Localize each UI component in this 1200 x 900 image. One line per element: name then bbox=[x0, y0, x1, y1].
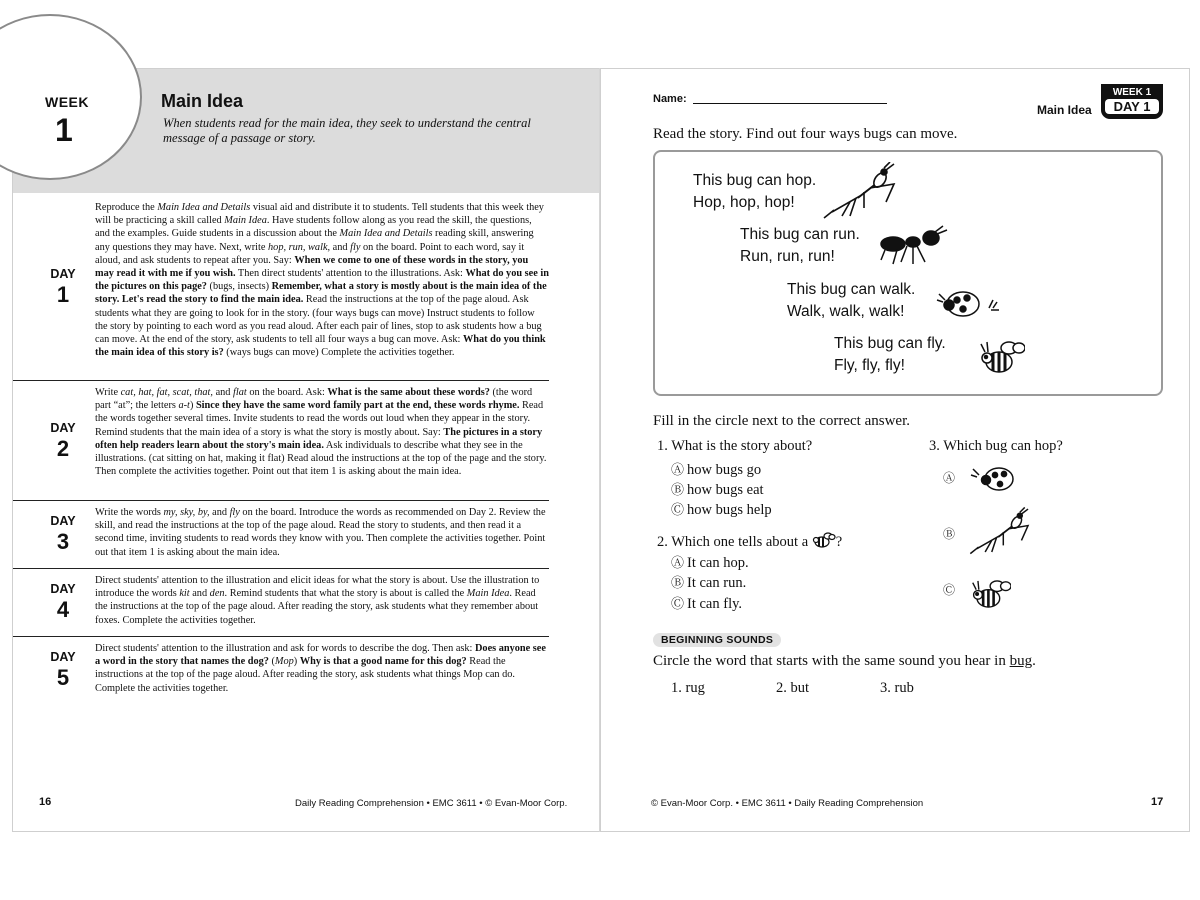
story-line: This bug can walk. bbox=[787, 281, 916, 298]
answer-bubble-c[interactable]: Ⓒ bbox=[671, 597, 685, 612]
text-run: ) bbox=[293, 656, 300, 668]
text-run: What is the same about these words? bbox=[327, 387, 490, 398]
story-box bbox=[653, 150, 1163, 396]
text-run: (the word part “at”; the letters bbox=[95, 387, 533, 412]
text-run: The pictures in a story often help readers learn about the story's main idea. bbox=[95, 426, 543, 451]
left-page bbox=[12, 68, 600, 832]
answer-bubble-c[interactable]: Ⓒ bbox=[671, 503, 685, 518]
text-run: ( bbox=[268, 656, 275, 668]
text-run: and bbox=[189, 588, 210, 600]
text-run: Does anyone see a word in the story that names the dog? bbox=[95, 643, 546, 668]
week-number: 1 bbox=[55, 112, 73, 148]
text-run: kit bbox=[179, 588, 190, 600]
answer-bubble-a[interactable]: Ⓐ bbox=[671, 556, 685, 571]
name-label: Name: bbox=[653, 93, 687, 105]
beginning-sounds-tag: BEGINNING SOUNDS bbox=[653, 633, 781, 647]
day-3-text bbox=[95, 506, 549, 559]
text-run: When we come to one of these words in the story, you may read it with me if you wish. bbox=[95, 254, 529, 280]
text-run: Read the instructions at the top of the page aloud. After reading the story, ask students what things Mop can do. Complete the activities together. bbox=[95, 656, 515, 694]
day-1-row bbox=[13, 201, 549, 381]
text-run: Why is that a good name for this dog? bbox=[299, 656, 467, 668]
day-2-label: DAY 2 bbox=[50, 421, 76, 461]
text-run: hop, run, walk, bbox=[268, 241, 331, 253]
page-number-right: 17 bbox=[1151, 796, 1164, 808]
ladybug-icon bbox=[969, 463, 1023, 495]
question-2-text: 2. Which one tells about a bbox=[657, 534, 809, 550]
story-stanza-4 bbox=[834, 333, 946, 377]
q1-option-a[interactable] bbox=[671, 459, 761, 479]
grasshopper-icon bbox=[820, 162, 900, 224]
answer-bubble-b[interactable]: Ⓑ bbox=[671, 576, 685, 591]
footer-right: © Evan-Moor Corp. • EMC 3611 • Daily Reading Comprehension bbox=[651, 798, 924, 809]
text-run: on the board. Introduce the words as recommended on Day 2. Review the skill, and read the instructions at the top of the page aloud. Read the story to students, and then read it a second time, inviting students to read words they know with you. Then complete the activities together. Point out that item 1 is asking about the main idea. bbox=[95, 507, 546, 558]
name-field[interactable] bbox=[693, 103, 887, 104]
footer-left: Daily Reading Comprehension • EMC 3611 • © Evan-Moor Corp. bbox=[295, 798, 568, 809]
right-page bbox=[600, 68, 1190, 832]
story-stanza-1 bbox=[693, 170, 816, 214]
text-run: fly bbox=[350, 241, 361, 253]
word-choice-2[interactable]: 2. but bbox=[776, 680, 810, 696]
fill-instruction: Fill in the circle next to the correct answer. bbox=[653, 413, 910, 429]
story-line: Hop, hop, hop! bbox=[693, 194, 795, 211]
ladybug-icon bbox=[933, 286, 1003, 322]
day-5-row bbox=[13, 637, 549, 701]
page-title: Main Idea bbox=[161, 91, 244, 111]
q3-option-a[interactable] bbox=[943, 469, 958, 487]
text-run: Ask individuals to describe what they see in the illustrations. (cat sitting on hat, making it flat) Read aloud the instructions at the top of the page and the story. Then complete the activities together. Point out that item 1 is asking about the main idea. bbox=[95, 439, 547, 478]
text-run: Remember, what a story is mostly about is the main idea of the story. Let's read the story to find the main idea. bbox=[95, 281, 547, 306]
day-2-text bbox=[95, 386, 549, 478]
text-run: (ways bugs can move) Complete the activities together. bbox=[223, 347, 455, 359]
week-label: WEEK bbox=[45, 94, 89, 110]
text-run: den bbox=[209, 588, 225, 600]
option-text: It can run. bbox=[687, 575, 747, 591]
text-run: my, sky, by, bbox=[163, 507, 210, 518]
question-1: 1. What is the story about? bbox=[657, 438, 813, 454]
text-run: flat bbox=[233, 387, 247, 398]
text-run: Direct students' attention to the illustration and elicit ideas for what the story is about. Use the illustration to introduce the words bbox=[95, 575, 540, 600]
option-text: It can fly. bbox=[687, 596, 743, 612]
q1-option-b[interactable] bbox=[671, 479, 764, 499]
text-run: (bugs, insects) bbox=[206, 281, 272, 293]
text-run: Mop bbox=[274, 656, 294, 668]
text-run: Write bbox=[95, 387, 121, 398]
text-run: and bbox=[209, 507, 230, 518]
day-5-text bbox=[95, 642, 549, 695]
q3-option-c[interactable] bbox=[943, 581, 958, 599]
badge-week: WEEK 1 bbox=[1112, 87, 1152, 98]
option-text: how bugs eat bbox=[687, 482, 764, 498]
story-line: This bug can hop. bbox=[693, 172, 817, 189]
text-run: What do you think the main idea of this story is? bbox=[95, 334, 546, 359]
story-instruction: Read the story. Find out four ways bugs can move. bbox=[653, 126, 958, 142]
page-subtitle: When students read for the main idea, they seek to understand the central message of a passage or story. bbox=[163, 116, 531, 145]
text-run: . Read the instructions at the top of the page aloud. After reading the story, ask students what they remember about foxes. Complete the activities together. bbox=[95, 588, 539, 626]
sounds-instruction bbox=[653, 653, 1036, 670]
day-2-row bbox=[13, 381, 549, 501]
page-number-left: 16 bbox=[39, 796, 52, 808]
topic-label: Main Idea bbox=[1037, 103, 1092, 117]
option-text: It can hop. bbox=[687, 555, 749, 571]
text-run: Direct students' attention to the illustration and ask for words to describe the dog. Then ask: bbox=[95, 643, 475, 654]
day-1-label: DAY 1 bbox=[50, 267, 76, 307]
sounds-target-word: bug bbox=[1009, 653, 1033, 669]
word-choice-3[interactable]: 3. rub bbox=[880, 680, 914, 696]
question-2-end: ? bbox=[835, 534, 843, 550]
text-run: . Have students follow along as you read the skill, the questions, and the examples. Guide students in a discussion about the bbox=[95, 215, 532, 240]
bee-icon bbox=[971, 575, 1011, 613]
story-stanza-3 bbox=[787, 279, 915, 323]
q1-option-c[interactable] bbox=[671, 499, 772, 519]
answer-bubble-b[interactable]: Ⓑ bbox=[671, 483, 685, 498]
badge-day: DAY 1 bbox=[1105, 99, 1159, 114]
grasshopper-icon bbox=[967, 505, 1033, 561]
answer-bubble-c[interactable]: Ⓒ bbox=[943, 583, 956, 597]
week-day-badge bbox=[1101, 84, 1163, 119]
q2-option-b[interactable] bbox=[671, 572, 746, 592]
q3-option-b[interactable] bbox=[943, 525, 958, 543]
text-run: Main Idea bbox=[224, 215, 267, 227]
question-3: 3. Which bug can hop? bbox=[929, 438, 1063, 454]
text-run: reading skill, answering any questions they may have. Next, write bbox=[95, 228, 534, 253]
sounds-period: . bbox=[1032, 653, 1036, 669]
ant-icon bbox=[877, 224, 949, 268]
text-run: Write the words bbox=[95, 507, 164, 518]
answer-bubble-b[interactable]: Ⓑ bbox=[943, 527, 956, 541]
text-run: Read the instructions at the top of the page aloud. Ask students what they are going to look for in the story. (four ways bugs can move) Instruct students to follow the story by pointing to each word as you read aloud. After each pair of lines, stop to ask students how a bug can move. At the end of the story, ask students to tell all four ways a bug can move. Ask: bbox=[95, 294, 542, 346]
story-line: Fly, fly, fly! bbox=[834, 357, 905, 374]
text-run: Reproduce the bbox=[95, 202, 158, 213]
text-run: Since they have the same word family part at the end, these words rhyme. bbox=[195, 400, 520, 412]
question-2 bbox=[657, 531, 842, 551]
text-run: and bbox=[330, 241, 351, 253]
word-choice-1[interactable]: 1. rug bbox=[671, 680, 705, 696]
text-run: and bbox=[213, 387, 234, 398]
text-run: a-t bbox=[178, 400, 190, 412]
text-run: cat, hat, fat, scat, that, bbox=[120, 387, 213, 398]
q2-option-c[interactable] bbox=[671, 593, 742, 613]
text-run: ) bbox=[189, 400, 196, 412]
story-line: This bug can run. bbox=[740, 226, 860, 243]
answer-bubble-a[interactable]: Ⓐ bbox=[943, 471, 956, 485]
story-stanza-2 bbox=[740, 224, 860, 268]
text-run: visual aid and distribute it to students. Tell students that this week they will be practicing a skill called bbox=[95, 202, 544, 227]
text-run: on the board. Point to each word, say it aloud, and ask students to repeat after you. Say: bbox=[95, 241, 525, 266]
option-text: how bugs go bbox=[687, 462, 762, 478]
day-5-label: DAY 5 bbox=[50, 650, 76, 690]
text-run: fly bbox=[229, 507, 240, 518]
text-run: Main Idea bbox=[466, 588, 510, 600]
text-run: . Remind students that what the story is about is called the bbox=[224, 588, 467, 600]
bee-icon bbox=[979, 336, 1025, 378]
text-run: on the board. Ask: bbox=[246, 387, 328, 398]
q2-option-a[interactable] bbox=[671, 552, 749, 572]
day-4-text bbox=[95, 574, 549, 627]
story-line: This bug can fly. bbox=[834, 335, 946, 352]
text-run: Main Idea and Details bbox=[339, 228, 433, 240]
story-line: Walk, walk, walk! bbox=[787, 303, 905, 320]
day-1-text bbox=[95, 201, 549, 359]
day-3-label: DAY 3 bbox=[50, 514, 76, 554]
answer-bubble-a[interactable]: Ⓐ bbox=[671, 463, 685, 478]
bee-icon bbox=[812, 531, 836, 549]
day-4-row bbox=[13, 569, 549, 637]
option-text: how bugs help bbox=[687, 502, 772, 518]
text-run: Main Idea and Details bbox=[157, 202, 251, 213]
text-run: What do you see in the pictures on this page? bbox=[95, 268, 549, 293]
story-line: Run, run, run! bbox=[740, 248, 835, 265]
day-3-row bbox=[13, 501, 549, 569]
sounds-instruction-text: Circle the word that starts with the same sound you hear in bbox=[653, 653, 1006, 669]
day-4-label: DAY 4 bbox=[50, 582, 76, 622]
text-run: Read the words together several times. Invite students to read the words out loud when they appear in the story. Remind students that the main idea of a story is what the story is mostly about. Say: bbox=[95, 400, 544, 438]
text-run: Then direct students' attention to the illustrations. Ask: bbox=[235, 268, 466, 280]
